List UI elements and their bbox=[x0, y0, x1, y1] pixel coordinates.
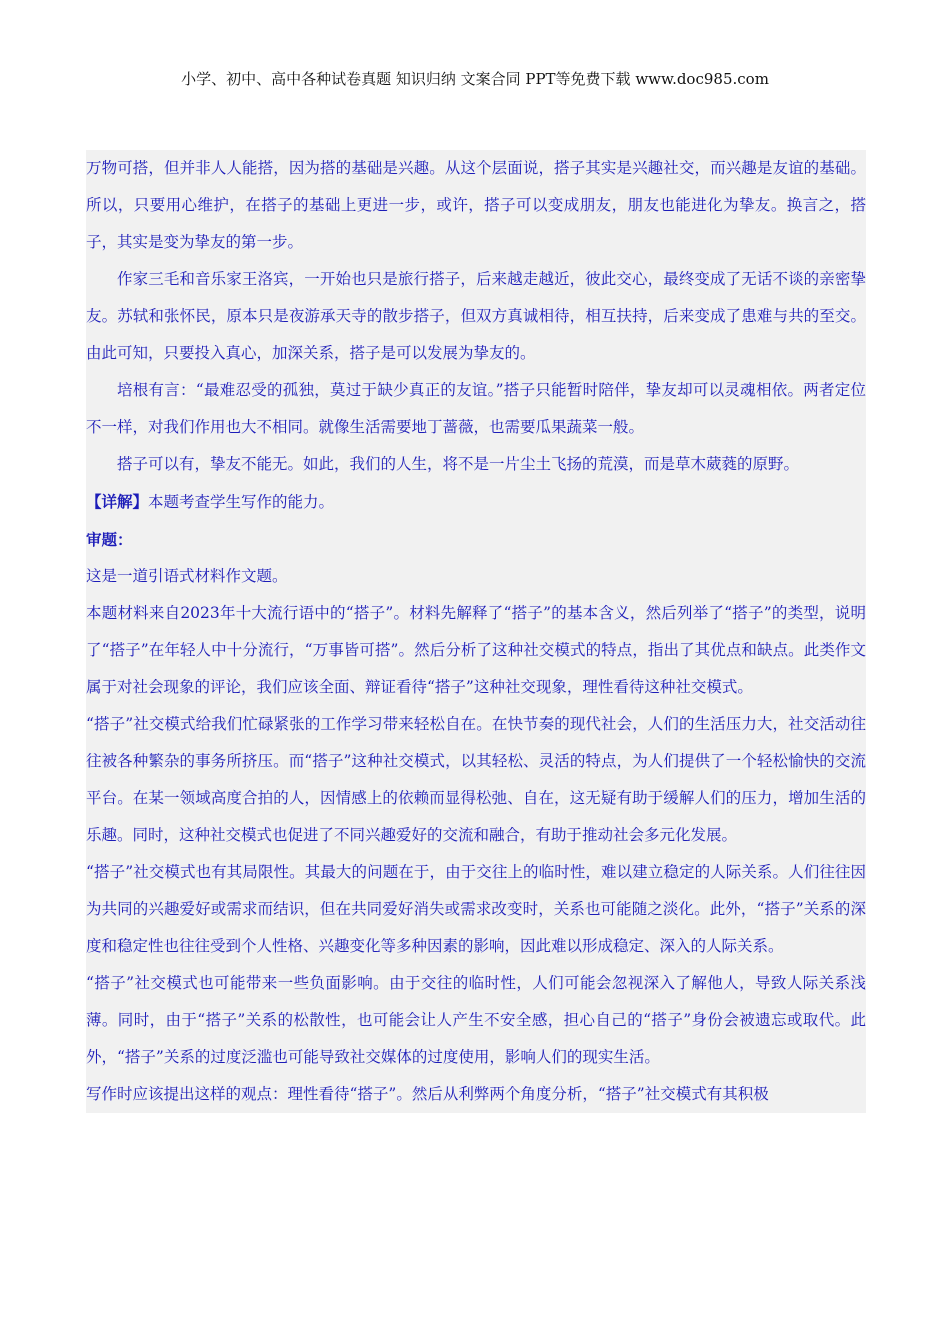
detail-line bbox=[86, 483, 866, 521]
analysis-paragraph-1: 这是一道引语式材料作文题。 bbox=[86, 567, 288, 585]
analysis-paragraph-3: “搭子”社交模式给我们忙碌紧张的工作学习带来轻松自在。在快节奏的现代社会，人们的生活压力大，社交活动往往被各种繁杂的事务所挤压。而“搭子”这种社交模式，以其轻松、灵活的特点，为人们提供了一个轻松愉快的交流平台。在某一领域高度合拍的人，因情感上的依赖而显得松弛、自在，这无疑有助于缓解人们的压力，增加生活的乐趣。同时，这种社交模式也促进了不同兴趣爱好的交流和融合，有助于推动社会多元化发展。 bbox=[86, 715, 866, 844]
analysis-paragraph-5: “搭子”社交模式也可能带来一些负面影响。由于交往的临时性，人们可能会忽视深入了解他人，导致人际关系浅薄。同时，由于“搭子”关系的松散性，也可能会让人产生不安全感，担心自己的“搭子”身份会被遗忘或取代。此外，“搭子”关系的过度泛滥也可能导致社交媒体的过度使用，影响人们的现实生活。 bbox=[86, 974, 866, 1066]
detail-text: 本题考查学生写作的能力。 bbox=[148, 493, 335, 511]
detail-label: 【详解】 bbox=[86, 492, 149, 511]
essay-paragraph-3: 培根有言：“最难忍受的孤独，莫过于缺少真正的友谊。”搭子只能暂时陪伴，挚友却可以灵魂相依。两者定位不一样，对我们作用也大不相同。就像生活需要地丁蔷薇，也需要瓜果蔬菜一般。 bbox=[86, 381, 866, 436]
essay-paragraph-1: 万物可搭，但并非人人能搭，因为搭的基础是兴趣。从这个层面说，搭子其实是兴趣社交，而兴趣是友谊的基础。所以，只要用心维护，在搭子的基础上更进一步，或许，搭子可以变成朋友，朋友也能进化为挚友。换言之，搭子，其实是变为挚友的第一步。 bbox=[86, 159, 866, 251]
analysis-paragraph-6: 写作时应该提出这样的观点：理性看待“搭子”。然后从利弊两个角度分析，“搭子”社交模式有其积极 bbox=[86, 1085, 769, 1103]
essay-paragraph-4: 搭子可以有，挚友不能无。如此，我们的人生，将不是一片尘土飞扬的荒漠，而是草木葳蕤的原野。 bbox=[117, 455, 800, 473]
review-heading: 审题： bbox=[86, 530, 133, 549]
analysis-paragraph-2: 本题材料来自2023年十大流行语中的“搭子”。材料先解释了“搭子”的基本含义，然后列举了“搭子”的类型，说明了“搭子”在年轻人中十分流行，“万事皆可搭”。然后分析了这种社交模式的特点，指出了其优点和缺点。此类作文属于对社会现象的评论，我们应该全面、辩证看待“搭子”这种社交现象，理性看待这种社交模式。 bbox=[86, 604, 866, 696]
analysis-paragraph-4: “搭子”社交模式也有其局限性。其最大的问题在于，由于交往上的临时性，难以建立稳定的人际关系。人们往往因为共同的兴趣爱好或需求而结识，但在共同爱好消失或需求改变时，关系也可能随之淡化。此外，“搭子”关系的深度和稳定性也往往受到个人性格、兴趣变化等多种因素的影响，因此难以形成稳定、深入的人际关系。 bbox=[86, 863, 866, 955]
essay-paragraph-2: 作家三毛和音乐家王洛宾，一开始也只是旅行搭子，后来越走越近，彼此交心，最终变成了无话不谈的亲密挚友。苏轼和张怀民，原本只是夜游承天寺的散步搭子，但双方真诚相待，相互扶持，后来变成了患难与共的至交。由此可知，只要投入真心，加深关系，搭子是可以发展为挚友的。 bbox=[86, 270, 866, 362]
page-header: 小学、初中、高中各种试卷真题 知识归纳 文案合同 PPT等免费下载 www.doc985.com bbox=[181, 70, 769, 88]
document-body bbox=[86, 150, 866, 1113]
